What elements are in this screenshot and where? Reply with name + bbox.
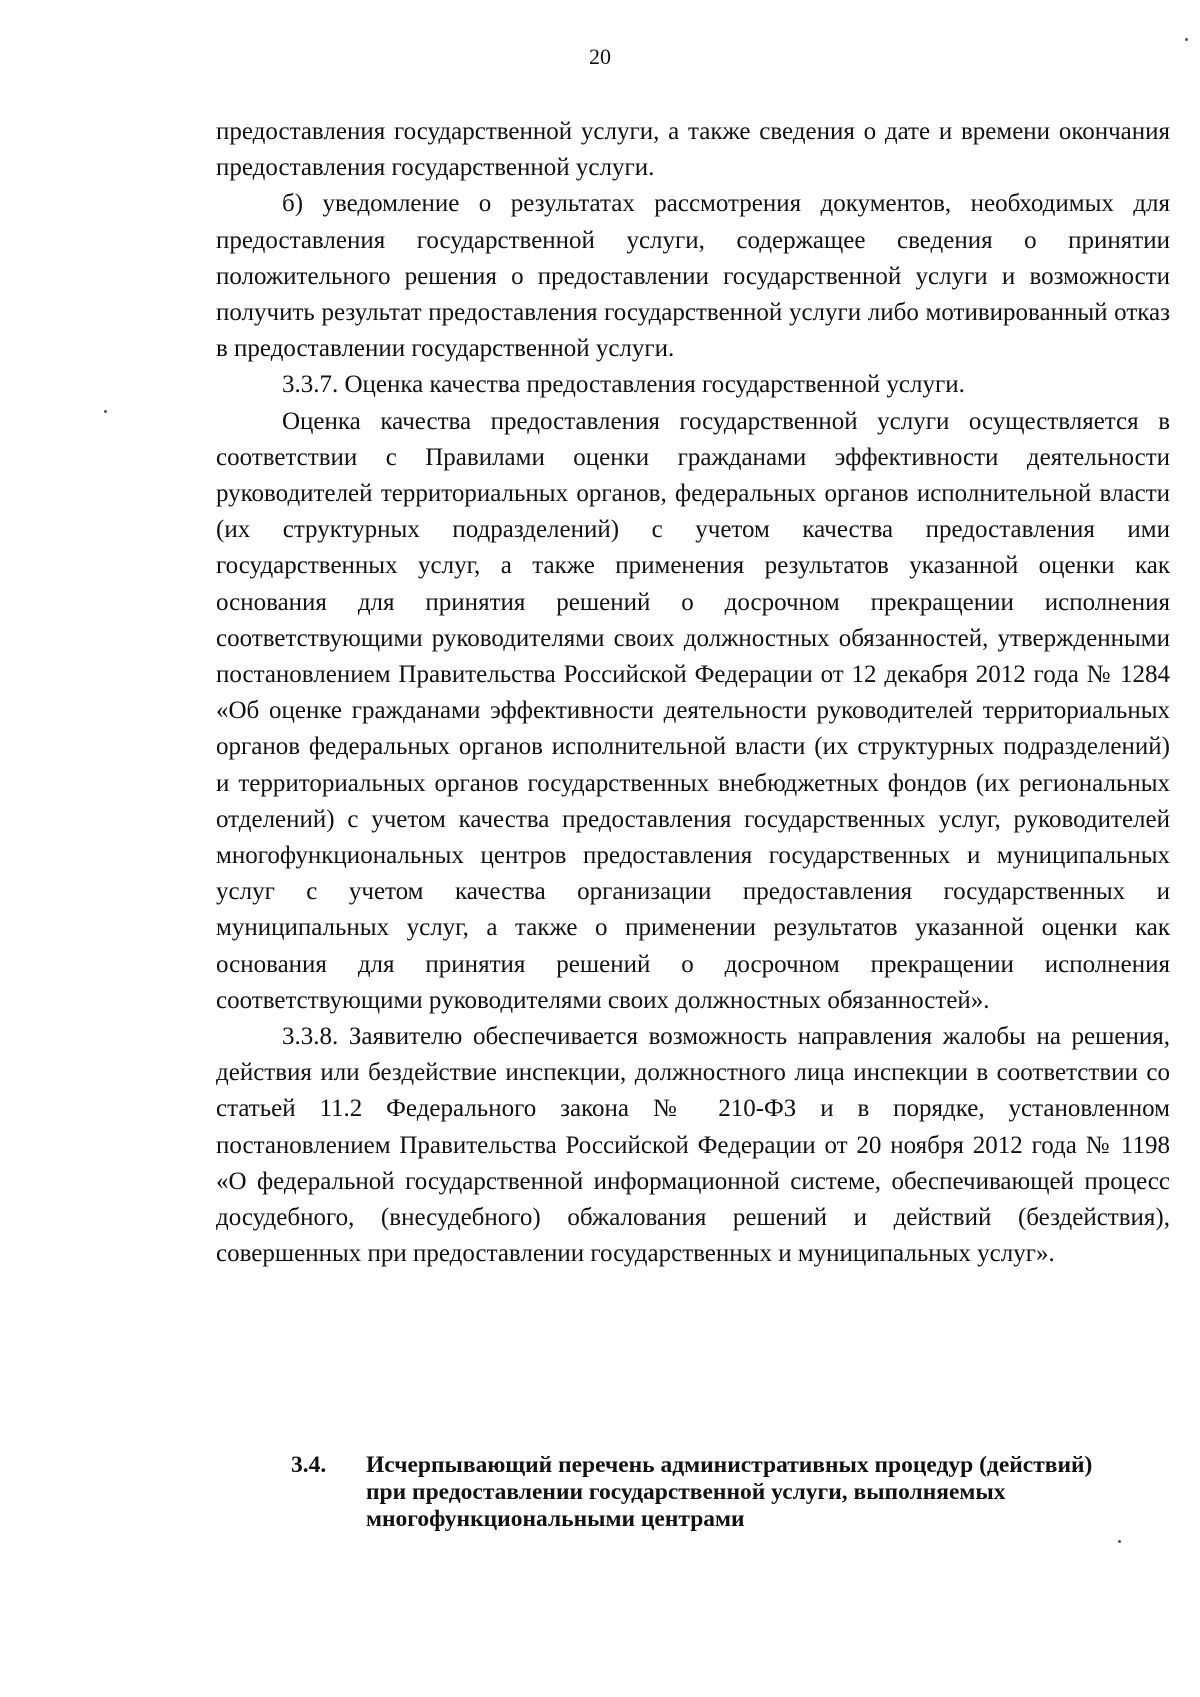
section-heading-number: 3.4. [291, 1452, 327, 1478]
scan-speck [1118, 1540, 1121, 1543]
scan-speck [1185, 38, 1188, 41]
paragraph-quality-assessment: Оценка качества предоставления государственной услуги осуществляется в соответствии с Правилами оценки гражданами эффективности деятельности руководителей территориальных органов, федеральных органов исполнительной власти (их структурных подразделений) с учетом качества предоставления ими государственных услуг, а также применения результатов указанной оценки как основания для принятия решений о досрочном прекращении исполнения соответствующими руководителями своих должностных обязанностей, утвержденными постановлением Правительства Российской Федерации от 12 декабря 2012 года № 1284 «Об оценке гражданами эффективности деятельности руководителей территориальных органов федеральных органов исполнительной власти (их структурных подразделений) и территориальных органов государственных внебюджетных фондов (их региональных отделений) с учетом качества предоставления государственных услуг, руководителей многофункциональных центров предоставления государственных и муниципальных услуг с учетом качества организации предоставления государственных и муниципальных услуг, а также о применении результатов указанной оценки как основания для принятия решений о досрочном прекращении исполнения соответствующими руководителями своих должностных обязанностей». [216, 407, 1170, 1014]
document-body [216, 114, 1170, 1273]
page-number: 20 [589, 44, 611, 69]
paragraph-3-3-8-complaint: 3.3.8. Заявителю обеспечивается возможность направления жалобы на решения, действия или бездействие инспекции, должностного лица инспекции в соответствии со статьей 11.2 Федерального закона № 210-ФЗ и в порядке, установленном постановлением Правительства Российской Федерации от 20 ноября 2012 года № 1198 «О федеральной государственной информационной системе, обеспечивающей процесс досудебного, (внесудебного) обжалования решений и действий (бездействия), совершенных при предоставлении государственных и муниципальных услуг». [216, 1023, 1170, 1268]
paragraph-notification-b: б) уведомление о результатах рассмотрения документов, необходимых для предоставления государственной услуги, содержащее сведения о принятии положительного решения о предоставлении государственной услуги и возможности получить результат предоставления государственной услуги либо мотивированный отказ в предоставлении государственной услуги. [216, 190, 1170, 363]
section-heading [291, 1452, 1111, 1533]
scan-speck [104, 410, 107, 413]
paragraph-continuation: предоставления государственной услуги, а также сведения о дате и времени окончания предоставления государственной услуги. [216, 118, 1170, 182]
section-heading-text: Исчерпывающий перечень административных процедур (действий) при предоставлении государственной услуги, выполняемых многофункциональными центрами [366, 1452, 1093, 1532]
paragraph-3-3-7-title: 3.3.7. Оценка качества предоставления государственной услуги. [282, 371, 965, 399]
